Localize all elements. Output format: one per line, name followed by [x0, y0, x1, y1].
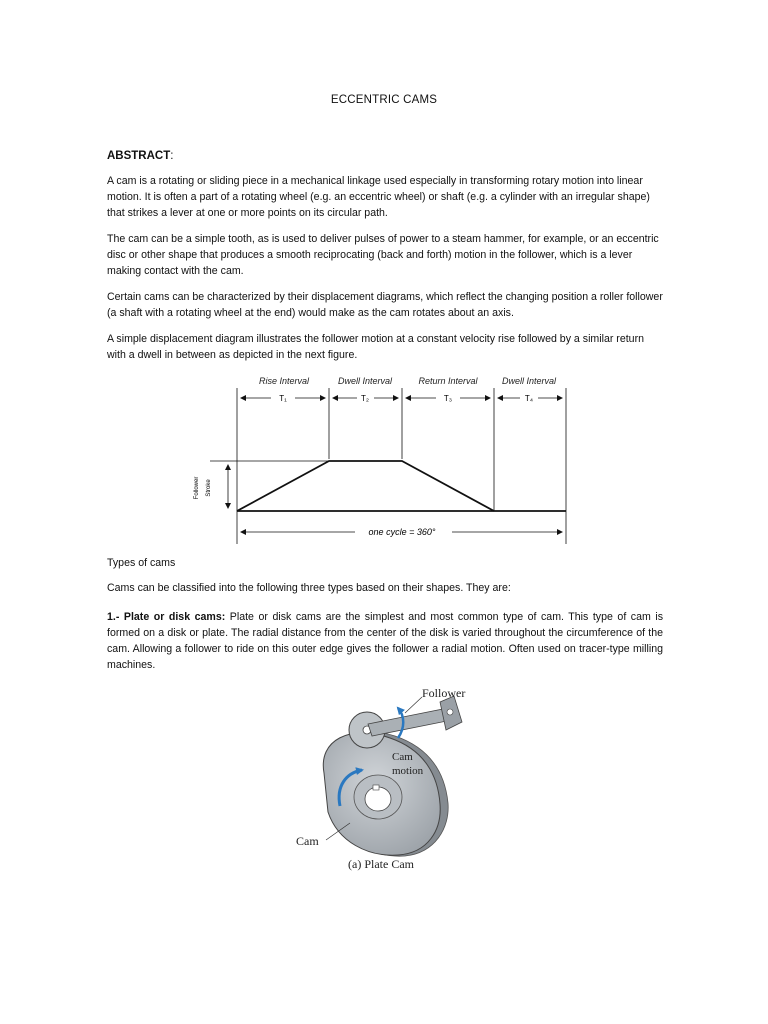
abstract-heading-colon: : — [170, 150, 174, 162]
plate-cam-paragraph — [107, 609, 663, 673]
plate-cam-figure — [0, 678, 768, 878]
period-label-t4: T₄ — [524, 394, 534, 403]
pivot-pin — [447, 709, 453, 715]
interval-label-dwell-2: Dwell Interval — [501, 376, 557, 386]
cam-keyway — [373, 785, 379, 790]
abstract-heading-label: ABSTRACT — [107, 150, 171, 162]
document-title: ECCENTRIC CAMS — [330, 94, 438, 106]
period-label-t1: T₁ — [279, 394, 287, 403]
cam-label: Cam — [296, 834, 319, 848]
types-intro: Cams can be classified into the following three types based on their shapes. They are: — [107, 582, 511, 594]
follower-stroke-label-1: Follower — [194, 476, 200, 500]
displacement-diagram — [0, 368, 768, 568]
figure-caption: (a) Plate Cam — [348, 857, 414, 871]
period-label-t3: T₃ — [443, 394, 453, 403]
types-title: Types of cams — [107, 557, 176, 569]
abstract-paragraph-3: Certain cams can be characterized by their displacement diagrams, which reflect the changing position a roller follower (a shaft with a rotating wheel at the end) would make as the cam rotates about an axis. — [107, 291, 663, 319]
follower-label: Follower — [422, 686, 466, 700]
abstract-paragraph-4: A simple displacement diagram illustrates the follower motion at a constant velocity rise followed by a similar return with a dwell in between as depicted in the next figure. — [107, 333, 644, 361]
plate-cam-heading: 1.- Plate or disk cams: — [107, 611, 226, 623]
interval-label-rise: Rise Interval — [258, 376, 310, 386]
interval-label-return: Return Interval — [418, 376, 478, 386]
interval-label-dwell-1: Dwell Interval — [337, 376, 393, 386]
follower-arm — [368, 708, 452, 736]
cam-bore — [365, 787, 391, 811]
abstract-paragraph-1: A cam is a rotating or sliding piece in a mechanical linkage used especially in transforming rotary motion into linear motion. It is often a part of a rotating wheel (e.g. an eccentric wheel) or shaft (e.g. a cylinder with an irregular shape) that strikes a lever at one or more points on its circular path. — [107, 175, 650, 219]
cam-motion-label-2: motion — [392, 765, 424, 777]
plate-cam-body: Plate or disk cams are the simplest and most common type of cam. This type of cam is formed on a disk or plate. The radial distance from the center of the disk is varied throughout the circumference of the cam. Allowing a follower to ride on this outer edge gives the follower a radial motion. Often used on tracer-type milling machines. — [107, 611, 664, 671]
follower-leader-line — [405, 697, 422, 713]
period-label-t2: T₂ — [361, 394, 369, 403]
follower-stroke-label-2: Stroke — [206, 479, 212, 497]
abstract-heading — [107, 150, 173, 162]
cycle-label: one cycle = 360° — [368, 527, 436, 537]
abstract-paragraph-2: The cam can be a simple tooth, as is used to deliver pulses of power to a steam hammer, for example, or an eccentric disc or other shape that produces a smooth reciprocating (back and forth) motion in the follower, which is a lever making contact with the cam. — [107, 233, 659, 277]
displacement-curve — [237, 461, 494, 511]
cam-motion-label-1: Cam — [392, 751, 413, 763]
